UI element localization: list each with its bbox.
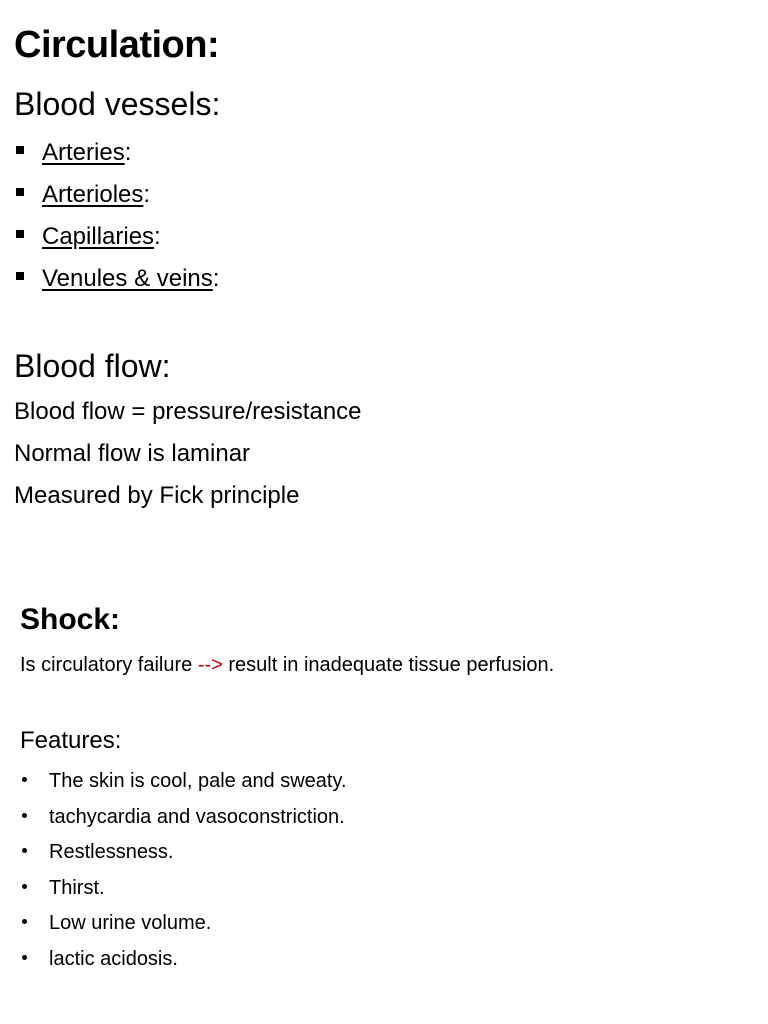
list-item <box>16 222 219 264</box>
shock-definition-start: Is circulatory failure <box>20 654 198 676</box>
bullet-dot-icon <box>22 919 27 924</box>
feature-text: tachycardia and vasoconstriction. <box>49 805 345 828</box>
square-bullet-icon <box>16 146 24 154</box>
bullet-dot-icon <box>22 955 27 960</box>
vessel-suffix: : <box>212 265 220 292</box>
square-bullet-icon <box>16 188 24 196</box>
features-list <box>22 768 347 982</box>
list-item <box>22 875 347 911</box>
vessel-name: Arterioles <box>42 181 144 208</box>
list-item <box>16 138 219 180</box>
list-item <box>22 804 347 840</box>
shock-definition-end: result in inadequate tissue perfusion. <box>222 654 555 676</box>
blood-flow-laminar: Normal flow is laminar <box>14 440 251 467</box>
bullet-dot-icon <box>22 777 27 782</box>
blood-vessels-list <box>16 138 219 306</box>
bullet-dot-icon <box>22 884 27 889</box>
arrow-text: --> <box>197 654 223 676</box>
vessel-suffix: : <box>154 223 161 250</box>
vessel-name: Venules & veins <box>42 265 213 292</box>
feature-text: Low urine volume. <box>49 912 212 935</box>
square-bullet-icon <box>16 230 24 238</box>
feature-text: The skin is cool, pale and sweaty. <box>49 770 347 792</box>
feature-text: Thirst. <box>49 876 105 899</box>
list-item <box>22 839 347 875</box>
vessel-name: Arteries <box>42 139 125 166</box>
blood-flow-formula: Blood flow = pressure/resistance <box>14 398 362 425</box>
page-title: Circulation: <box>14 24 220 66</box>
features-heading: Features: <box>20 727 122 754</box>
feature-text: lactic acidosis. <box>49 947 178 970</box>
bullet-dot-icon <box>22 848 27 853</box>
bullet-dot-icon <box>22 813 27 818</box>
vessel-name: Capillaries <box>42 223 155 250</box>
square-bullet-icon <box>16 272 24 280</box>
shock-definition <box>20 654 554 677</box>
blood-flow-heading: Blood flow: <box>14 348 171 384</box>
list-item <box>16 264 219 306</box>
vessel-suffix: : <box>124 139 132 166</box>
blood-vessels-heading: Blood vessels: <box>14 86 221 122</box>
blood-flow-fick: Measured by Fick principle <box>14 482 300 509</box>
list-item <box>16 180 219 222</box>
list-item <box>22 946 347 982</box>
list-item <box>22 910 347 946</box>
list-item <box>22 768 347 804</box>
vessel-suffix: : <box>143 181 151 208</box>
shock-title: Shock: <box>20 603 121 636</box>
feature-text: Restlessness. <box>49 841 174 864</box>
